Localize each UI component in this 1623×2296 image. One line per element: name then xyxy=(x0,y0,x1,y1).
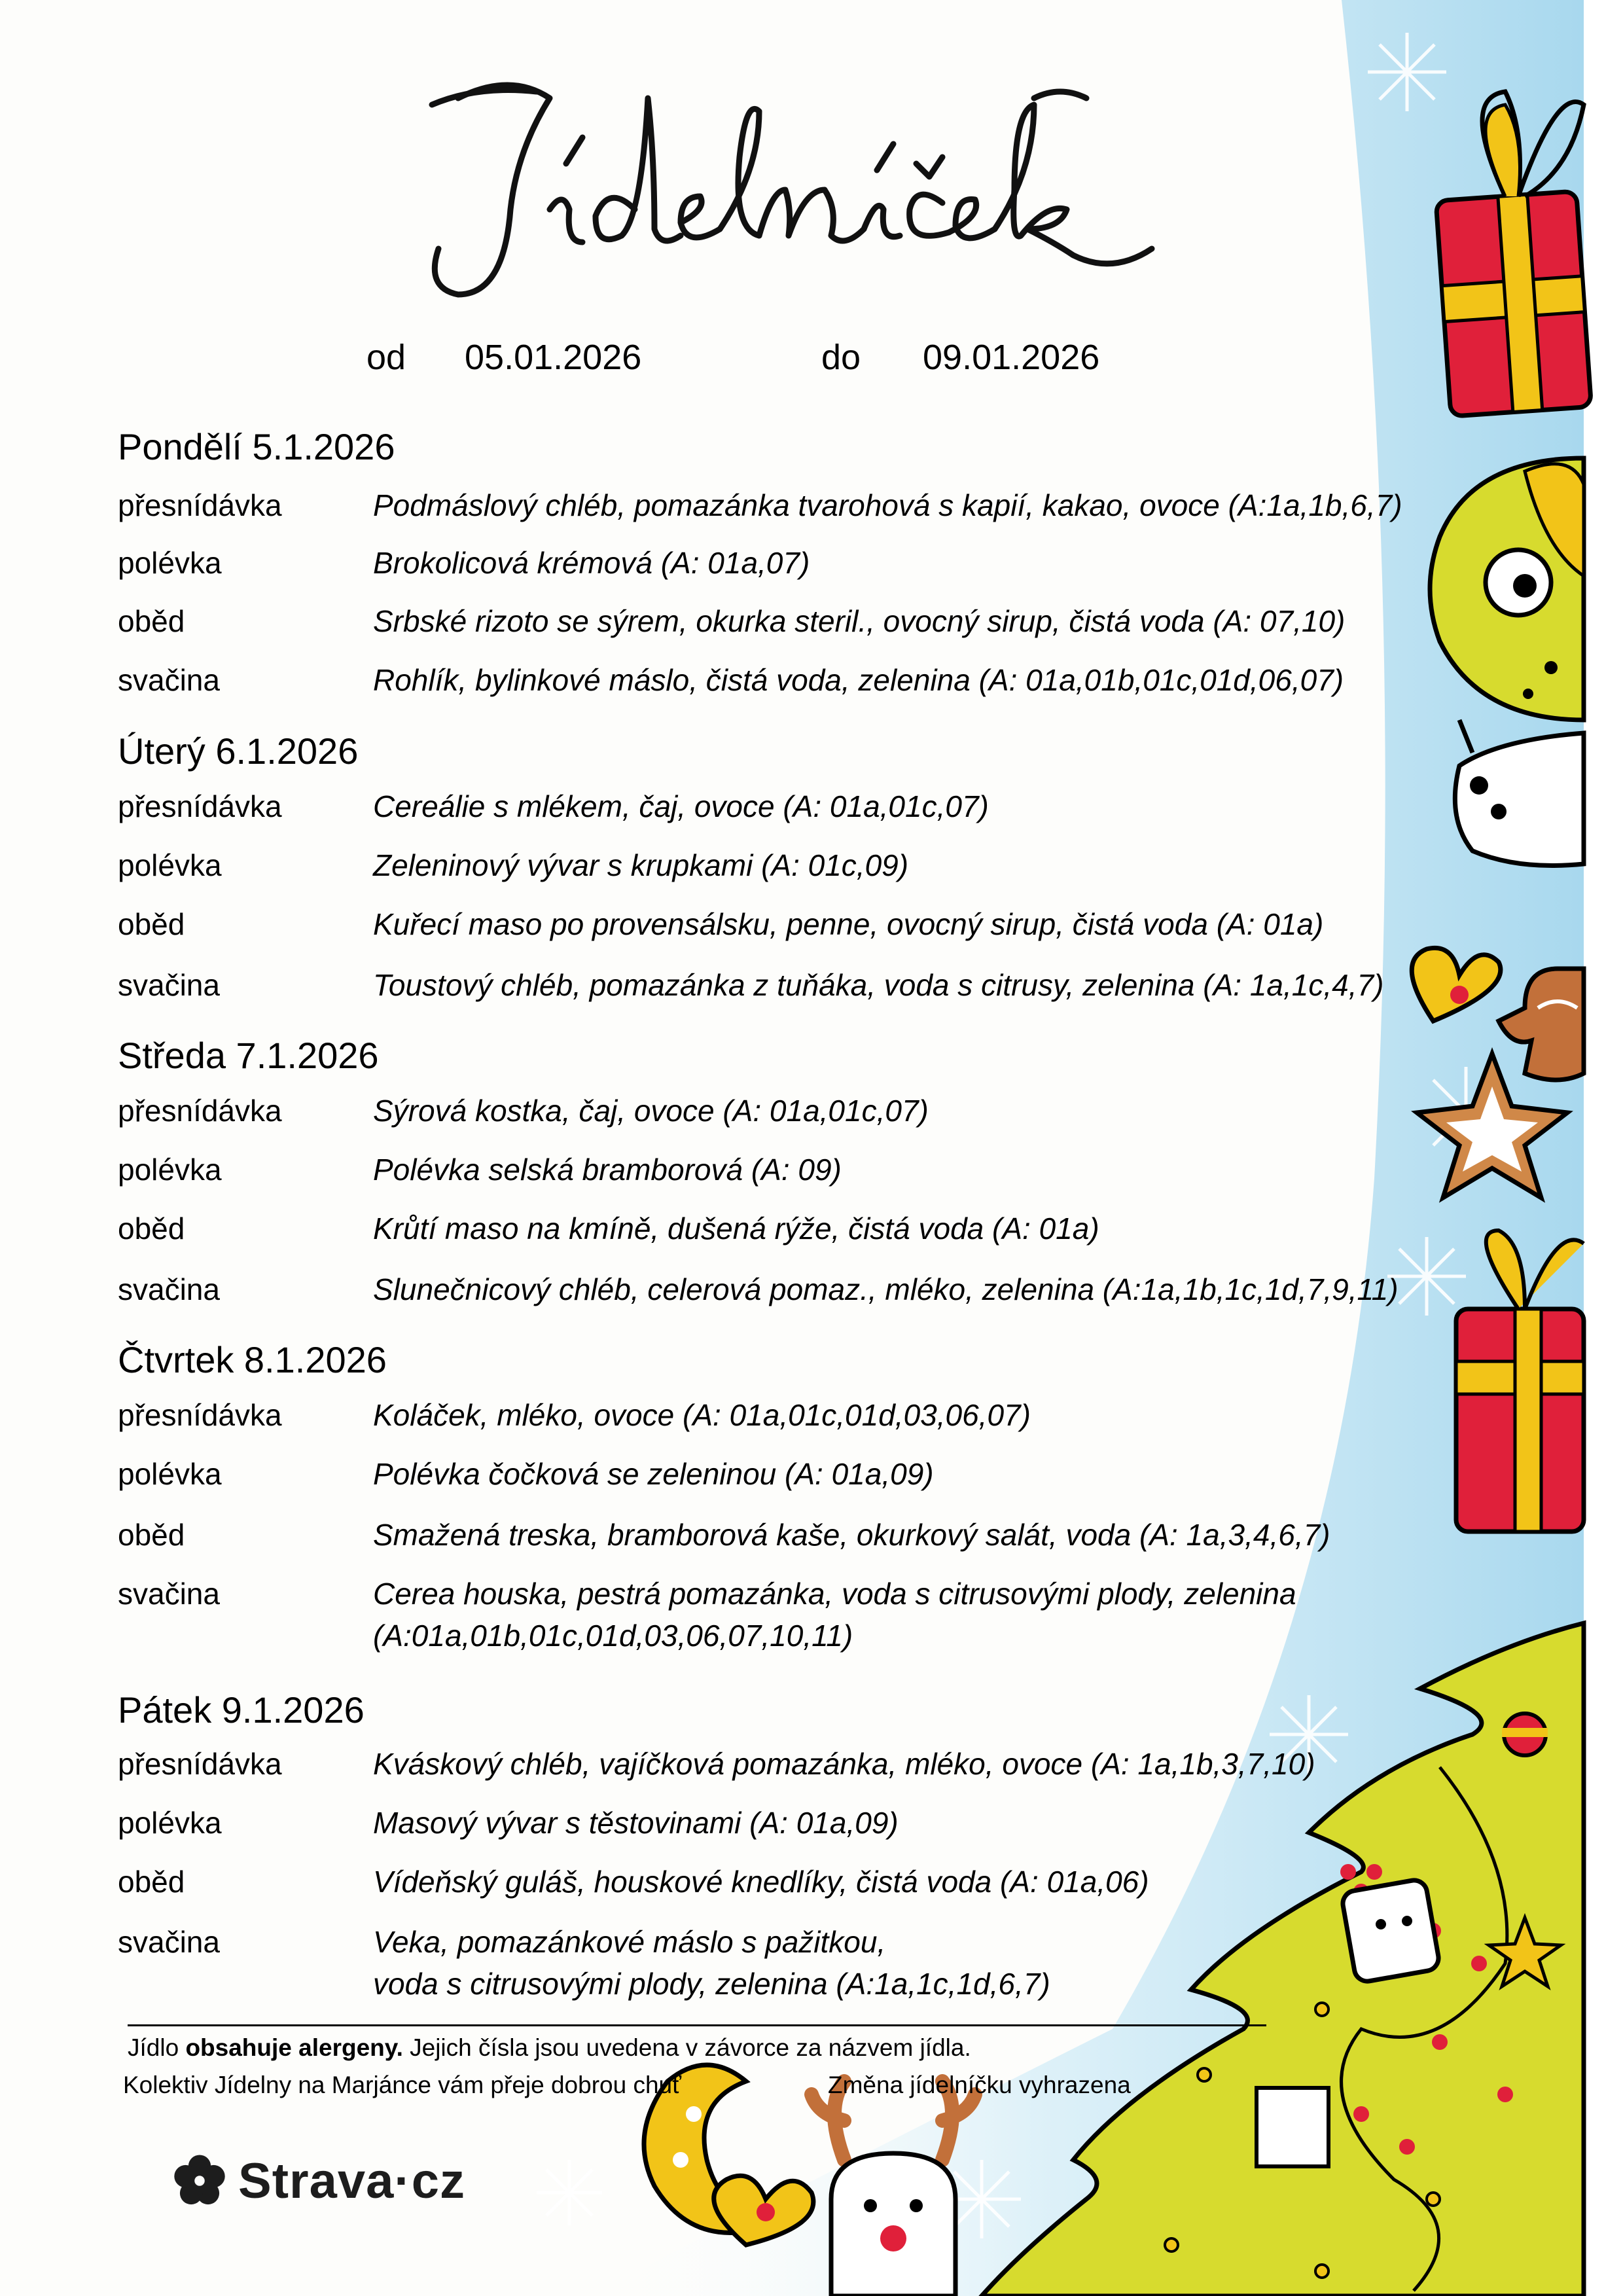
meal-text: Polévka čočková se zeleninou (A: 01a,09) xyxy=(373,1457,934,1491)
meal-label: oběd xyxy=(118,1211,185,1246)
from-date: 05.01.2026 xyxy=(465,338,642,377)
allergen-note-pre: Jídlo xyxy=(128,2034,186,2061)
strava-flower-icon xyxy=(171,2153,228,2209)
allergen-note-bold: obsahuje alergeny. xyxy=(185,2034,403,2061)
meal-text: Rohlík, bylinkové máslo, čistá voda, zelenina (A: 01a,01b,01c,01d,06,07) xyxy=(373,663,1344,697)
meal-label: polévka xyxy=(118,1153,222,1187)
meal-text: Slunečnicový chléb, celerová pomaz., mléko, zelenina (A:1a,1b,1c,1d,7,9,11) xyxy=(373,1272,1399,1306)
meal-label: přesnídávka xyxy=(118,1094,282,1128)
meal-text-continued: voda s citrusovými plody, zelenina (A:1a,1c,1d,6,7) xyxy=(373,1967,1050,2001)
title-handwritten xyxy=(419,59,1191,334)
meal-text: Koláček, mléko, ovoce (A: 01a,01c,01d,03,06,07) xyxy=(373,1398,1031,1432)
footer-divider xyxy=(128,2024,1266,2026)
meal-text: Vídeňský guláš, houskové knedlíky, čistá voda (A: 01a,06) xyxy=(373,1865,1149,1899)
meal-text: Kuřecí maso po provensálsku, penne, ovocný sirup, čistá voda (A: 01a) xyxy=(373,907,1324,941)
day-title-monday: Pondělí 5.1.2026 xyxy=(118,426,395,467)
meal-text-continued: (A:01a,01b,01c,01d,03,06,07,10,11) xyxy=(373,1619,853,1653)
meal-label: svačina xyxy=(118,1577,220,1611)
meal-text: Masový vývar s těstovinami (A: 01a,09) xyxy=(373,1806,899,1840)
meal-label: oběd xyxy=(118,604,185,638)
from-label: od xyxy=(366,338,406,377)
meal-label: polévka xyxy=(118,546,222,580)
meal-text: Cereálie s mlékem, čaj, ovoce (A: 01a,01c,07) xyxy=(373,789,989,823)
meal-label: svačina xyxy=(118,663,220,697)
allergen-note-post: Jejich čísla jsou uvedena v závorce za názvem jídla. xyxy=(402,2034,971,2061)
day-title-wednesday: Středa 7.1.2026 xyxy=(118,1035,379,1076)
strava-logo-text: Strava·cz xyxy=(238,2153,465,2209)
meal-label: přesnídávka xyxy=(118,488,282,522)
meal-text: Sýrová kostka, čaj, ovoce (A: 01a,01c,07) xyxy=(373,1094,929,1128)
meal-text: Podmáslový chléb, pomazánka tvarohová s kapií, kakao, ovoce (A:1a,1b,6,7) xyxy=(373,488,1402,522)
reindeer xyxy=(812,2081,975,2296)
change-note: Změna jídelníčku vyhrazena xyxy=(828,2072,1131,2098)
meal-text: Zeleninový vývar s krupkami (A: 01c,09) xyxy=(373,848,909,882)
day-title-tuesday: Úterý 6.1.2026 xyxy=(118,730,359,772)
to-date: 09.01.2026 xyxy=(923,338,1100,377)
meal-text: Krůtí maso na kmíně, dušená rýže, čistá voda (A: 01a) xyxy=(373,1211,1099,1246)
meal-text: Smažená treska, bramborová kaše, okurkový salát, voda (A: 1a,3,4,6,7) xyxy=(373,1518,1330,1552)
meal-text: Srbské rizoto se sýrem, okurka steril., ovocný sirup, čistá voda (A: 07,10) xyxy=(373,604,1346,638)
meal-label: oběd xyxy=(118,1865,185,1899)
meal-text: Kváskový chléb, vajíčková pomazánka, mléko, ovoce (A: 1a,1b,3,7,10) xyxy=(373,1747,1315,1781)
meal-label: oběd xyxy=(118,907,185,941)
meal-text: Polévka selská bramborová (A: 09) xyxy=(373,1153,842,1187)
meal-label: přesnídávka xyxy=(118,1398,282,1432)
meal-label: přesnídávka xyxy=(118,1747,282,1781)
meal-text: Veka, pomazánkové máslo s pažitkou, xyxy=(373,1925,886,1959)
allergen-note xyxy=(128,2034,971,2062)
greeting-note: Kolektiv Jídelny na Marjánce vám přeje dobrou chuť xyxy=(123,2072,681,2098)
meal-label: svačina xyxy=(118,1925,220,1959)
meal-label: polévka xyxy=(118,1806,222,1840)
meal-label: svačina xyxy=(118,1272,220,1306)
meal-label: přesnídávka xyxy=(118,789,282,823)
meal-text: Toustový chléb, pomazánka z tuňáka, voda s citrusy, zelenina (A: 1a,1c,4,7) xyxy=(373,968,1384,1002)
meal-text: Brokolicová krémová (A: 01a,07) xyxy=(373,546,810,580)
strava-logo xyxy=(171,2148,465,2214)
day-title-thursday: Čtvrtek 8.1.2026 xyxy=(118,1339,387,1380)
meal-label: polévka xyxy=(118,1457,222,1491)
meal-text: Cerea houska, pestrá pomazánka, voda s citrusovými plody, zelenina xyxy=(373,1577,1296,1611)
meal-label: polévka xyxy=(118,848,222,882)
meal-label: oběd xyxy=(118,1518,185,1552)
to-label: do xyxy=(821,338,861,377)
meal-label: svačina xyxy=(118,968,220,1002)
day-title-friday: Pátek 9.1.2026 xyxy=(118,1689,365,1731)
